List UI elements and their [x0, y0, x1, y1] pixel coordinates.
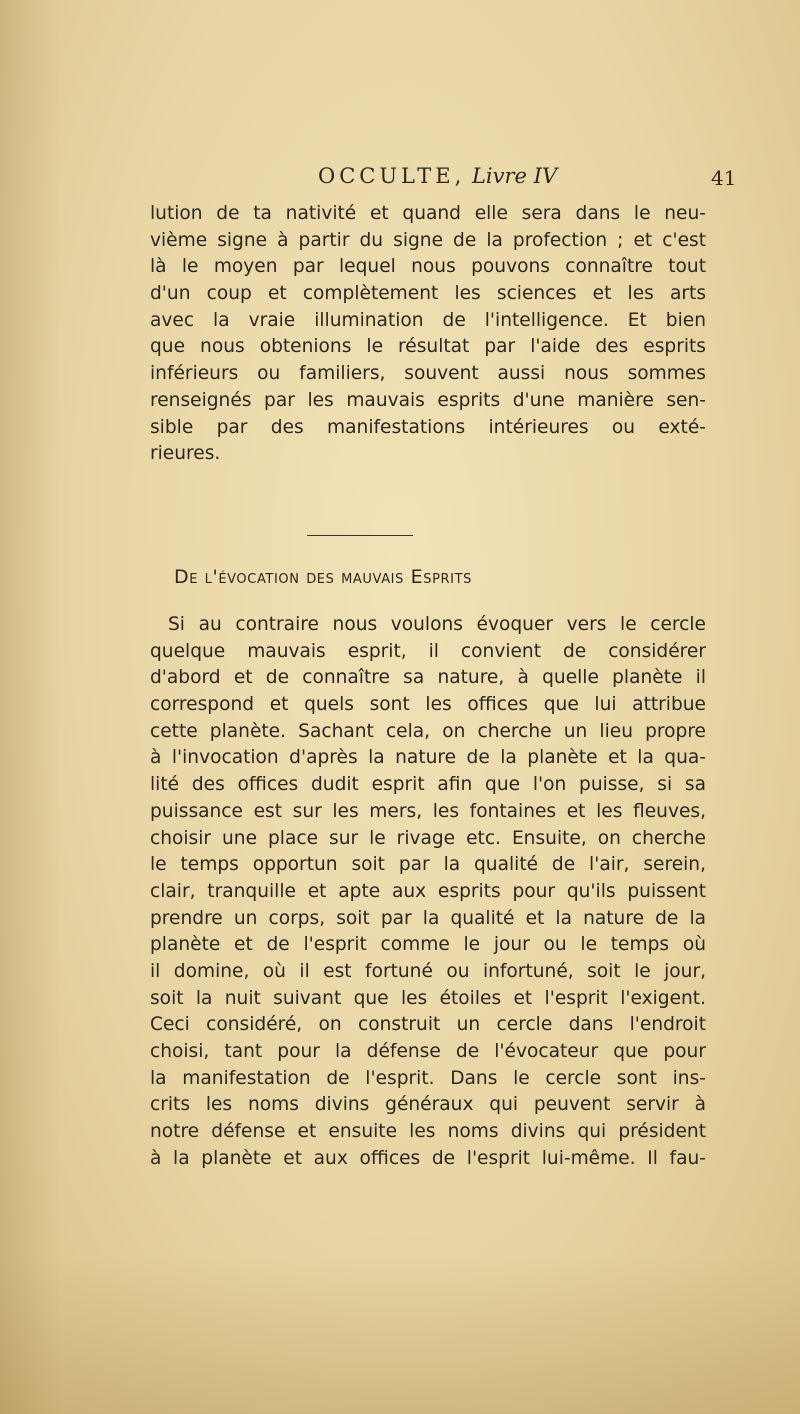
text-line: inférieurs ou familiers, souvent aussi nous sommes — [150, 363, 706, 385]
page-number: 41 — [711, 166, 737, 190]
text-line: notre défense et ensuite les noms divins qui président — [150, 1121, 706, 1143]
text-line: choisi, tant pour la défense de l'évocateur que pour — [150, 1041, 706, 1062]
text-line: rieures. — [150, 443, 221, 465]
running-header — [318, 164, 557, 188]
page-gutter-shadow — [0, 0, 60, 1414]
text-line: à la planète et aux offices de l'esprit lui-même. Il fau- — [150, 1147, 706, 1169]
text-line: vième signe à partir du signe de la profection ; et c'est — [150, 229, 706, 251]
text-line: clair, tranquille et apte aux esprits pour qu'ils puissent — [150, 880, 706, 902]
section-heading: De l'évocation des mauvais Esprits — [174, 566, 472, 588]
text-line: il domine, où il est fortuné ou infortuné, soit le jour, — [150, 960, 706, 982]
text-line: le temps opportun soit par la qualité de l'air, serein, — [150, 854, 706, 876]
text-line: choisir une place sur le rivage etc. Ensuite, on cherche — [150, 827, 706, 849]
text-line: planète et de l'esprit comme le jour ou le temps où — [150, 934, 706, 956]
running-title: OCCULTE, — [318, 164, 466, 188]
text-line: avec la vraie illumination de l'intelligence. Et bien — [150, 309, 706, 331]
book-number: Livre IV — [471, 164, 558, 188]
text-line: Si au contraire nous voulons évoquer vers le cercle — [168, 614, 706, 635]
text-line: là le moyen par lequel nous pouvons connaître tout — [150, 256, 706, 278]
section-divider — [307, 535, 413, 536]
text-line: renseignés par les mauvais esprits d'une manière sen- — [150, 389, 706, 411]
text-line: prendre un corps, soit par la qualité et la nature de la — [150, 907, 706, 929]
text-line: puissance est sur les mers, les fontaines et les fleuves, — [150, 800, 706, 822]
text-line: d'un coup et complètement les sciences et les arts — [150, 283, 706, 305]
text-line: que nous obtenions le résultat par l'aide des esprits — [150, 336, 706, 358]
text-line: cette planète. Sachant cela, on cherche un lieu propre — [150, 720, 706, 742]
text-line: quelque mauvais esprit, il convient de considérer — [150, 640, 706, 662]
text-line: à l'invocation d'après la nature de la planète et la qua- — [150, 747, 706, 769]
text-line: d'abord et de connaître sa nature, à quelle planète il — [150, 667, 706, 689]
text-line: soit la nuit suivant que les étoiles et l'esprit l'exigent. — [150, 987, 706, 1009]
text-line: Ceci considéré, on construit un cercle dans l'endroit — [150, 1014, 706, 1036]
text-line: lution de ta nativité et quand elle sera dans le neu- — [150, 203, 706, 224]
text-line: sible par des manifestations intérieures ou exté- — [150, 416, 706, 438]
text-line: lité des offices dudit esprit afin que l'on puisse, si sa — [150, 774, 706, 796]
text-line: crits les noms divins généraux qui peuvent servir à — [150, 1094, 706, 1116]
text-line: la manifestation de l'esprit. Dans le cercle sont ins- — [150, 1067, 706, 1089]
paragraph-2 — [150, 612, 706, 1172]
paragraph-1 — [150, 201, 706, 468]
page-bottom-shadow — [0, 1254, 800, 1414]
text-line: correspond et quels sont les offices que lui attribue — [150, 694, 706, 716]
